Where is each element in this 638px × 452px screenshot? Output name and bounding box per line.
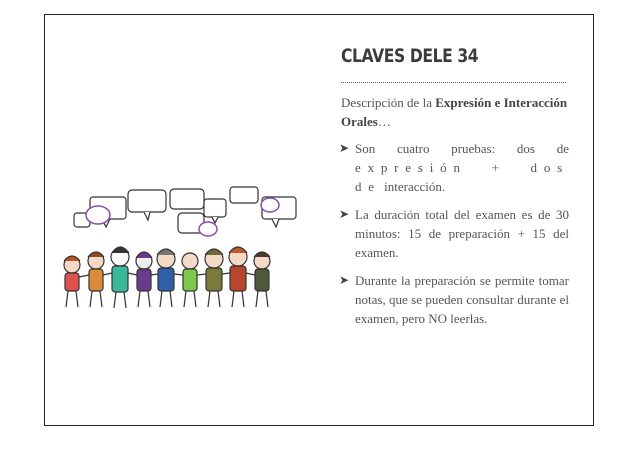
text-column	[341, 44, 569, 337]
bullet-item	[341, 205, 569, 262]
speech-bubble-5	[230, 187, 258, 203]
arrowhead-icon: ➤	[339, 141, 350, 155]
intro-paragraph	[341, 93, 569, 131]
people-speech-bubbles-illustration	[58, 185, 308, 315]
bullet-text: La duración total del examen es de 30 minutos: 15 de preparación + 15 del examen.	[355, 207, 569, 260]
bullet-item	[341, 139, 569, 196]
intro-suffix: …	[377, 114, 391, 129]
speech-bubble-3	[170, 189, 204, 209]
speech-bubble-2	[128, 190, 166, 212]
bullet-text: interacción.	[384, 179, 446, 194]
arrowhead-icon: ➤	[339, 273, 350, 287]
speech-bubble-4	[204, 199, 226, 217]
bullet-text: Son cuatro pruebas: dos de	[355, 141, 569, 156]
slide-title: CLAVES DELE 34	[341, 45, 479, 67]
bullet-text: expresión + dos de	[355, 160, 569, 194]
bullet-item	[341, 271, 569, 328]
bullet-list	[341, 139, 569, 328]
intro-bold: Expresión e Interacción Orales	[341, 95, 568, 129]
bullet-text: Durante la preparación se permite tomar notas, que se pueden consultar durante el examen, pero NO leerlas.	[355, 273, 569, 326]
intro-prefix: Descripción de la	[341, 95, 436, 110]
arrowhead-icon: ➤	[339, 207, 350, 221]
dotted-divider	[341, 82, 566, 83]
